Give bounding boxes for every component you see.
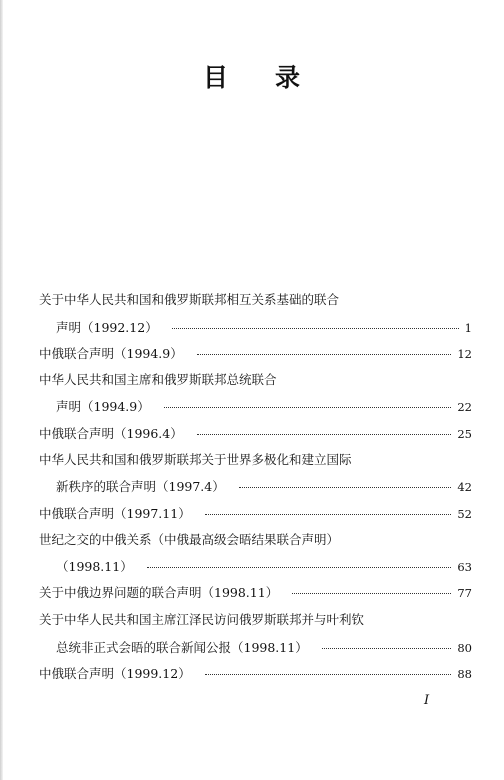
toc-entry-title: 中俄联合声明（1999.12） (39, 666, 191, 681)
toc-entry-1-continuation[interactable] (56, 318, 472, 340)
toc-entry-title: 关于中俄边界问题的联合声明（1998.11） (39, 585, 279, 600)
toc-entry-title: 中华人民共和国和俄罗斯联邦关于世界多极化和建立国际 (39, 452, 352, 467)
toc-entry-title: 关于中华人民共和国和俄罗斯联邦相互关系基础的联合 (39, 292, 340, 307)
toc-page-number: 77 (457, 586, 472, 600)
toc-entry-title-cont: 声明（1994.9） (56, 399, 150, 414)
toc-page-number: 42 (457, 480, 472, 494)
toc-entry-3-continuation[interactable] (56, 397, 472, 419)
toc-entry-title: 世纪之交的中俄关系（中俄最高级会晤结果联合声明） (39, 532, 340, 547)
toc-page-number: 25 (457, 427, 472, 441)
title-char-2: 录 (275, 63, 302, 92)
dot-leader (197, 434, 452, 435)
toc-entry-title: 中俄联合声明（1994.9） (39, 346, 183, 361)
toc-entry-10[interactable] (39, 664, 472, 686)
toc-page-number: 80 (457, 641, 472, 655)
toc-entry-5-heading[interactable] (39, 450, 472, 472)
toc-entry-9-heading[interactable] (39, 610, 472, 632)
dot-leader (197, 354, 452, 355)
toc-entry-title: 关于中华人民共和国主席江泽民访问俄罗斯联邦并与叶利钦 (39, 612, 365, 627)
toc-entry-title-cont: 新秩序的联合声明（1997.4） (56, 479, 225, 494)
toc-entry-8[interactable] (39, 583, 472, 605)
toc-entry-3-heading[interactable] (39, 370, 472, 392)
toc-entry-title: 中俄联合声明（1996.4） (39, 426, 183, 441)
dot-leader (205, 674, 452, 675)
page-folio-number: I (424, 693, 430, 708)
dot-leader (164, 407, 452, 408)
toc-page-number: 88 (457, 667, 472, 681)
toc-entry-title: 中华人民共和国主席和俄罗斯联邦总统联合 (39, 372, 277, 387)
toc-page-number: 52 (457, 507, 472, 521)
toc-page-number: 12 (457, 347, 472, 361)
dot-leader (239, 487, 452, 488)
toc-entry-title-cont: 总统非正式会晤的联合新闻公报（1998.11） (56, 640, 308, 655)
toc-page-number: 63 (457, 560, 472, 574)
dot-leader (172, 328, 459, 329)
toc-entry-1-heading[interactable] (39, 290, 472, 312)
dot-leader (322, 648, 452, 649)
dot-leader (292, 593, 451, 594)
toc-entry-title: 中俄联合声明（1997.11） (39, 506, 191, 521)
dot-leader (147, 567, 452, 568)
toc-entry-2[interactable] (39, 344, 472, 366)
toc-entry-4[interactable] (39, 424, 472, 446)
dot-leader (205, 514, 452, 515)
toc-entry-6[interactable] (39, 504, 472, 526)
toc-entry-7-heading[interactable] (39, 530, 472, 552)
toc-page-number: 22 (457, 400, 472, 414)
title-char-1: 目 (202, 63, 229, 92)
toc-entry-9-continuation[interactable] (56, 638, 472, 660)
toc-entry-title-cont: 声明（1992.12） (56, 320, 158, 335)
toc-entry-5-continuation[interactable] (56, 477, 472, 499)
toc-entry-7-continuation[interactable] (56, 557, 472, 579)
toc-page-number: 1 (464, 321, 472, 335)
toc-entry-title-cont: （1998.11） (56, 559, 133, 574)
